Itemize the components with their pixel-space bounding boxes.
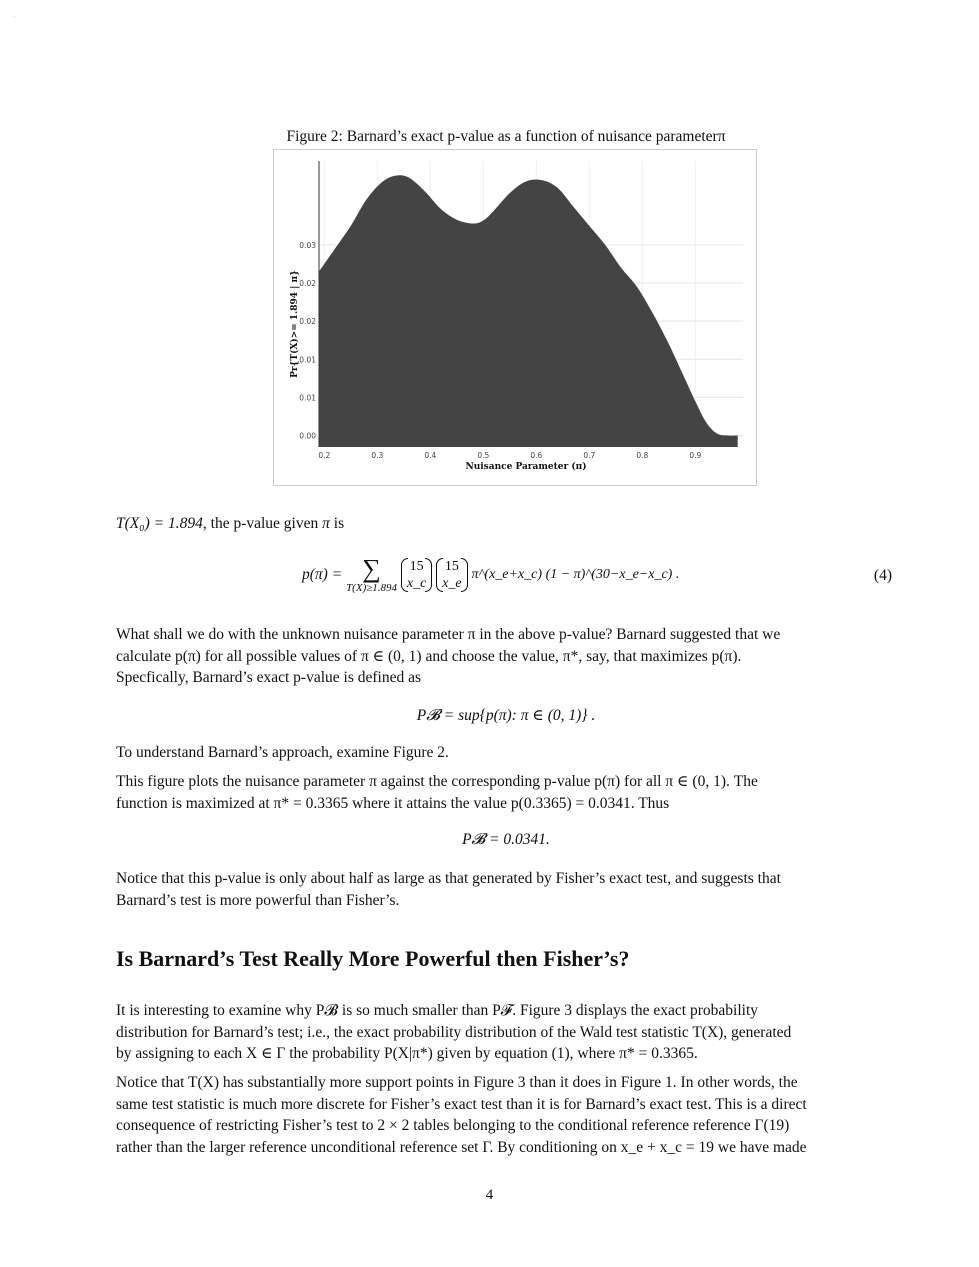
equation-4: [302, 556, 679, 594]
para6-line3: consequence of restricting Fisher’s test to 2 × 2 tables belonging to the conditional reference reference Γ(19): [116, 1117, 790, 1134]
x-tick-label: 0.6: [530, 451, 543, 460]
paragraph-4: [116, 868, 896, 911]
binom-bottom-2: x_e: [442, 576, 462, 591]
area-chart: [273, 149, 757, 487]
figure-caption: Figure 2: Barnard’s exact p-value as a function of nuisance parameterπ: [286, 128, 726, 145]
eq4-tail: π^(x_e+x_c) (1 − π)^(30−x_e−x_c) .: [471, 567, 680, 582]
para3-line1: This figure plots the nuisance parameter π against the corresponding p-value p(π) for all π ∈ (0, 1). The: [116, 773, 758, 790]
x-tick-label: 0.5: [477, 451, 490, 460]
binom-top-2: 15: [444, 559, 459, 574]
binom-bottom-1: x_c: [406, 576, 427, 591]
y-tick-label: 0.00: [299, 431, 316, 441]
para6-line1: Notice that T(X) has substantially more support points in Figure 3 than it does in Figure 1. In other words, the: [116, 1074, 798, 1091]
x-tick-label: 0.7: [583, 451, 596, 460]
para3-line2: function is maximized at π* = 0.3365 where it attains the value p(0.3365) = 0.0341. Thus: [116, 794, 670, 812]
x-tick-label: 0.4: [424, 451, 437, 460]
pi-symbol: π: [322, 515, 330, 532]
x-tick-label: 0.2: [318, 451, 331, 460]
t-x0-expr: T(X₀) = 1.894: [116, 515, 203, 532]
binom-top-1: 15: [409, 559, 424, 574]
para4-line1: Notice that this p-value is only about half as large as that generated by Fisher’s exact test, and suggests that: [116, 870, 781, 887]
intro-line: [116, 513, 896, 535]
para5-line2: distribution for Barnard’s test; i.e., the exact probability distribution of the Wald test statistic T(X), generated: [116, 1023, 792, 1041]
x-tick-label: 0.9: [689, 451, 702, 460]
binomial-xc: [401, 558, 432, 592]
para1-line3: Specfically, Barnard’s exact p-value is defined as: [116, 669, 421, 686]
para6-line2: same test statistic is much more discrete for Fisher’s exact test than it is for Barnard’s exact test. This is a direct: [116, 1095, 807, 1113]
sum-limit: T(X)≥1.894: [346, 582, 398, 594]
intro-text: , the p-value given: [202, 515, 323, 532]
equation-number-4: (4): [873, 567, 892, 584]
paragraph-2: [116, 742, 896, 764]
equation-sup: P𝓑 = sup{p(π): π ∈ (0, 1)} .: [416, 707, 596, 724]
paragraph-3: [116, 771, 896, 814]
x-tick-label: 0.3: [371, 451, 384, 460]
y-tick-label: 0.03: [299, 240, 316, 250]
para2-line1: To understand Barnard’s approach, examine Figure 2.: [116, 744, 449, 761]
paragraph-6: [116, 1072, 896, 1158]
section-heading: Is Barnard’s Test Really More Powerful then Fisher’s?: [116, 946, 630, 971]
page-number: 4: [485, 1187, 494, 1203]
para4-line2: Barnard’s test is more powerful than Fisher’s.: [116, 891, 400, 909]
y-axis-label: Pr{T(X)>= 1.894 | π}: [290, 270, 300, 378]
para5-line3: by assigning to each X ∈ Γ the probability P(X|π*) given by equation (1), where π* = 0.3365.: [116, 1045, 698, 1062]
sum-operator: [346, 556, 397, 594]
y-tick-label: 0.02: [299, 317, 316, 327]
binomial-xe: [436, 558, 467, 592]
paragraph-1: [116, 624, 896, 689]
corner-mark: .: [14, 13, 16, 19]
para1-line2: calculate p(π) for all possible values of π ∈ (0, 1) and choose the value, π*, say, that maximizes p(π).: [116, 647, 742, 665]
para6-line4: rather than the larger reference unconditional reference set Γ. By conditioning on x_e + x_c = 19 we have made: [116, 1138, 807, 1156]
paragraph-5: [116, 1000, 896, 1065]
intro-is: is: [329, 515, 345, 532]
y-tick-label: 0.01: [299, 355, 316, 365]
x-tick-label: 0.8: [636, 451, 649, 460]
equation-pb: P𝓑 = 0.0341.: [462, 831, 550, 848]
sigma-symbol: ∑: [362, 554, 381, 583]
para1-line1: What shall we do with the unknown nuisance parameter π in the above p-value? Barnard suggested that we: [116, 626, 781, 643]
y-tick-label: 0.01: [299, 393, 316, 403]
y-tick-label: 0.02: [299, 279, 316, 289]
para5-line1: It is interesting to examine why P𝓑 is so much smaller than P𝓕. Figure 3 displays the exact probability: [116, 1002, 758, 1019]
x-axis-label: Nuisance Parameter (π): [465, 462, 587, 472]
eq4-lhs: p(π) =: [302, 566, 343, 583]
